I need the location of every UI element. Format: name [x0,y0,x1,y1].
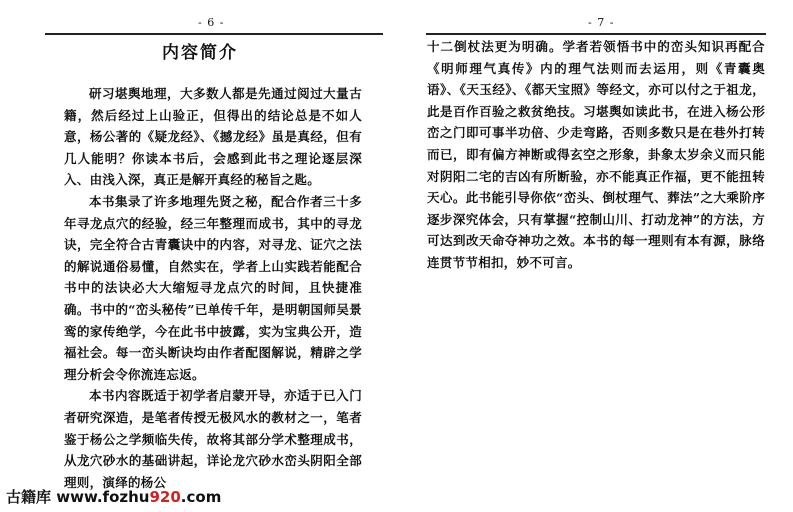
page-number-left: - 6 - [198,16,225,29]
site-name: 古籍库 [6,488,52,506]
header-rule-left [45,33,383,35]
left-body-text [64,83,362,493]
page-number-right: - 7 - [588,16,615,29]
paragraph: 十二倒杖法更为明确。学者若领悟书中的峦头知识再配合《明师理气真传》内的理气法则而去运用，则《青囊奥语》、《天玉经》、《都天宝照》等经文，亦可以付之于祖龙，此是百作百验之救贫绝技。习堪舆如读此书，在进入杨公形峦之门即可事半功倍、少走弯路，否则多数只是在巷外打转而已，即有偏方神断或得玄空之形象，卦象太岁余义而只能对阴阳二宅的吉凶有所断验，亦不能真正作福，更不能扭转天心。此书能引导你依“峦头、倒杖理气、葬法”之大乘阶序逐步深究体会，只有掌握“控制山川、打动龙神”的方法，方可达到改天命夺神功之效。本书的每一理则有本有源，脉络连贯节节相扣，妙不可言。 [427,39,765,270]
watermark-footer [6,486,221,507]
left-page [0,0,396,512]
url-suffix: .com [180,488,222,506]
header-rule-right [426,33,766,35]
site-url[interactable] [56,488,221,506]
url-prefix: www.fozhu [56,488,150,506]
url-highlight: 920 [149,488,181,506]
right-page [400,0,793,512]
paragraph: 本书集录了许多地理先贤之秘，配合作者三十多年寻龙点穴的经验，经三年整理而成书，其中的寻龙诀，完全符合古青囊诀中的内容，对寻龙、证穴之法的解说通俗易懂，自然实在，学者上山实践若能配合书中的法诀必大大缩短寻龙点穴的时间，且快捷准确。书中的“峦头秘传”已单传千年，是明朝国师吴景鸾的家传绝学，今在此书中披露，实为宝典公开，造福社会。每一峦头断诀均由作者配图解说，精辟之学理分析会令你流连忘返。 [64,193,362,382]
page-title: 内容简介 [162,43,238,63]
paragraph: 研习堪舆地理，大多数人都是先通过阅过大量古籍，然后经过上山验正，但得出的结论总是不如人意，杨公著的《疑龙经》、《撼龙经》虽是真经，但有几人能明？你读本书后，会感到此书之理论逐层深入、由浅入深，真正是解开真经的秘旨之匙。 [64,86,362,188]
right-body-text [427,36,765,274]
paragraph: 本书内容既适于初学者启蒙开导，亦适于已入门者研究深造，是笔者传授无极风水的教材之一，笔者鉴于杨公之学频临失传，故将其部分学术整理成书，从龙穴砂水的基础讲起，详论龙穴砂水峦头阴阳全部理则，演绎的杨公 [64,388,362,490]
